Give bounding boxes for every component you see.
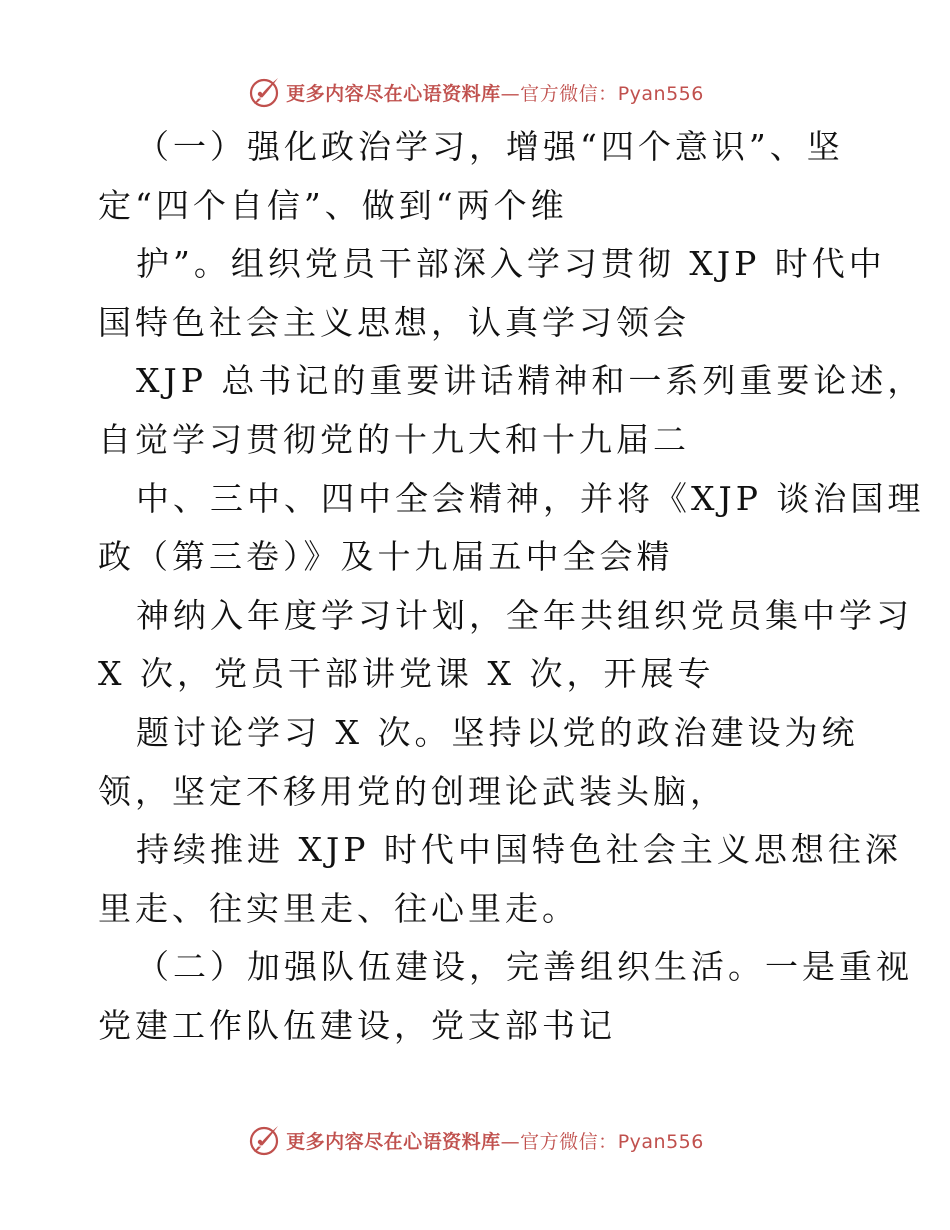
feather-pen-circle-icon bbox=[246, 1122, 282, 1158]
text-line: 定“四个自信”、做到“两个维 bbox=[98, 185, 568, 225]
header-separator: — bbox=[500, 82, 521, 105]
text-line: 护”。组织党员干部深入学习贯彻 XJP 时代中 bbox=[136, 244, 886, 284]
header-brand-text: 更多内容尽在心语资料库 bbox=[286, 82, 501, 105]
footer-wechat-id: Pyan556 bbox=[617, 1130, 704, 1153]
text-line: 党建工作队伍建设，党支部书记 bbox=[98, 1005, 616, 1045]
text-line: 里走、往实里走、往心里走。 bbox=[98, 888, 579, 928]
text-line: （二）加强队伍建设，完善组织生活。一是重视 bbox=[136, 947, 913, 987]
footer-separator: — bbox=[500, 1130, 521, 1153]
document-body bbox=[98, 118, 925, 1056]
text-line: 国特色社会主义思想，认真学习领会 bbox=[98, 302, 690, 342]
header-wechat-label: 官方微信： bbox=[520, 82, 618, 105]
text-line: 题讨论学习 X 次。坚持以党的政治建设为统 bbox=[136, 712, 859, 752]
feather-pen-circle-icon bbox=[246, 74, 282, 110]
text-line: 中、三中、四中全会精神，并将《XJP 谈治国理 bbox=[136, 478, 925, 518]
page-footer bbox=[0, 1120, 950, 1160]
footer-brand-text: 更多内容尽在心语资料库 bbox=[286, 1130, 501, 1153]
text-line: （一）强化政治学习，增强“四个意识”、坚 bbox=[136, 127, 844, 166]
page-header bbox=[0, 72, 950, 112]
footer-text bbox=[286, 1127, 704, 1154]
text-line: 自觉学习贯彻党的十九大和十九届二 bbox=[98, 419, 690, 459]
text-line: 持续推进 XJP 时代中国特色社会主义思想往深 bbox=[136, 830, 902, 870]
text-line: XJP 总书记的重要讲话精神和一系列重要论述， bbox=[136, 361, 925, 401]
text-line: 神纳入年度学习计划，全年共组织党员集中学习 bbox=[136, 595, 913, 635]
footer-wechat-label: 官方微信： bbox=[520, 1130, 618, 1153]
text-line: 政（第三卷）》及十九届五中全会精 bbox=[98, 537, 674, 577]
header-text bbox=[286, 79, 704, 106]
header-wechat-id: Pyan556 bbox=[617, 82, 704, 105]
text-line: X 次，党员干部讲党课 X 次，开展专 bbox=[98, 654, 715, 694]
text-line: 领，坚定不移用党的创理论武装头脑， bbox=[98, 771, 727, 811]
